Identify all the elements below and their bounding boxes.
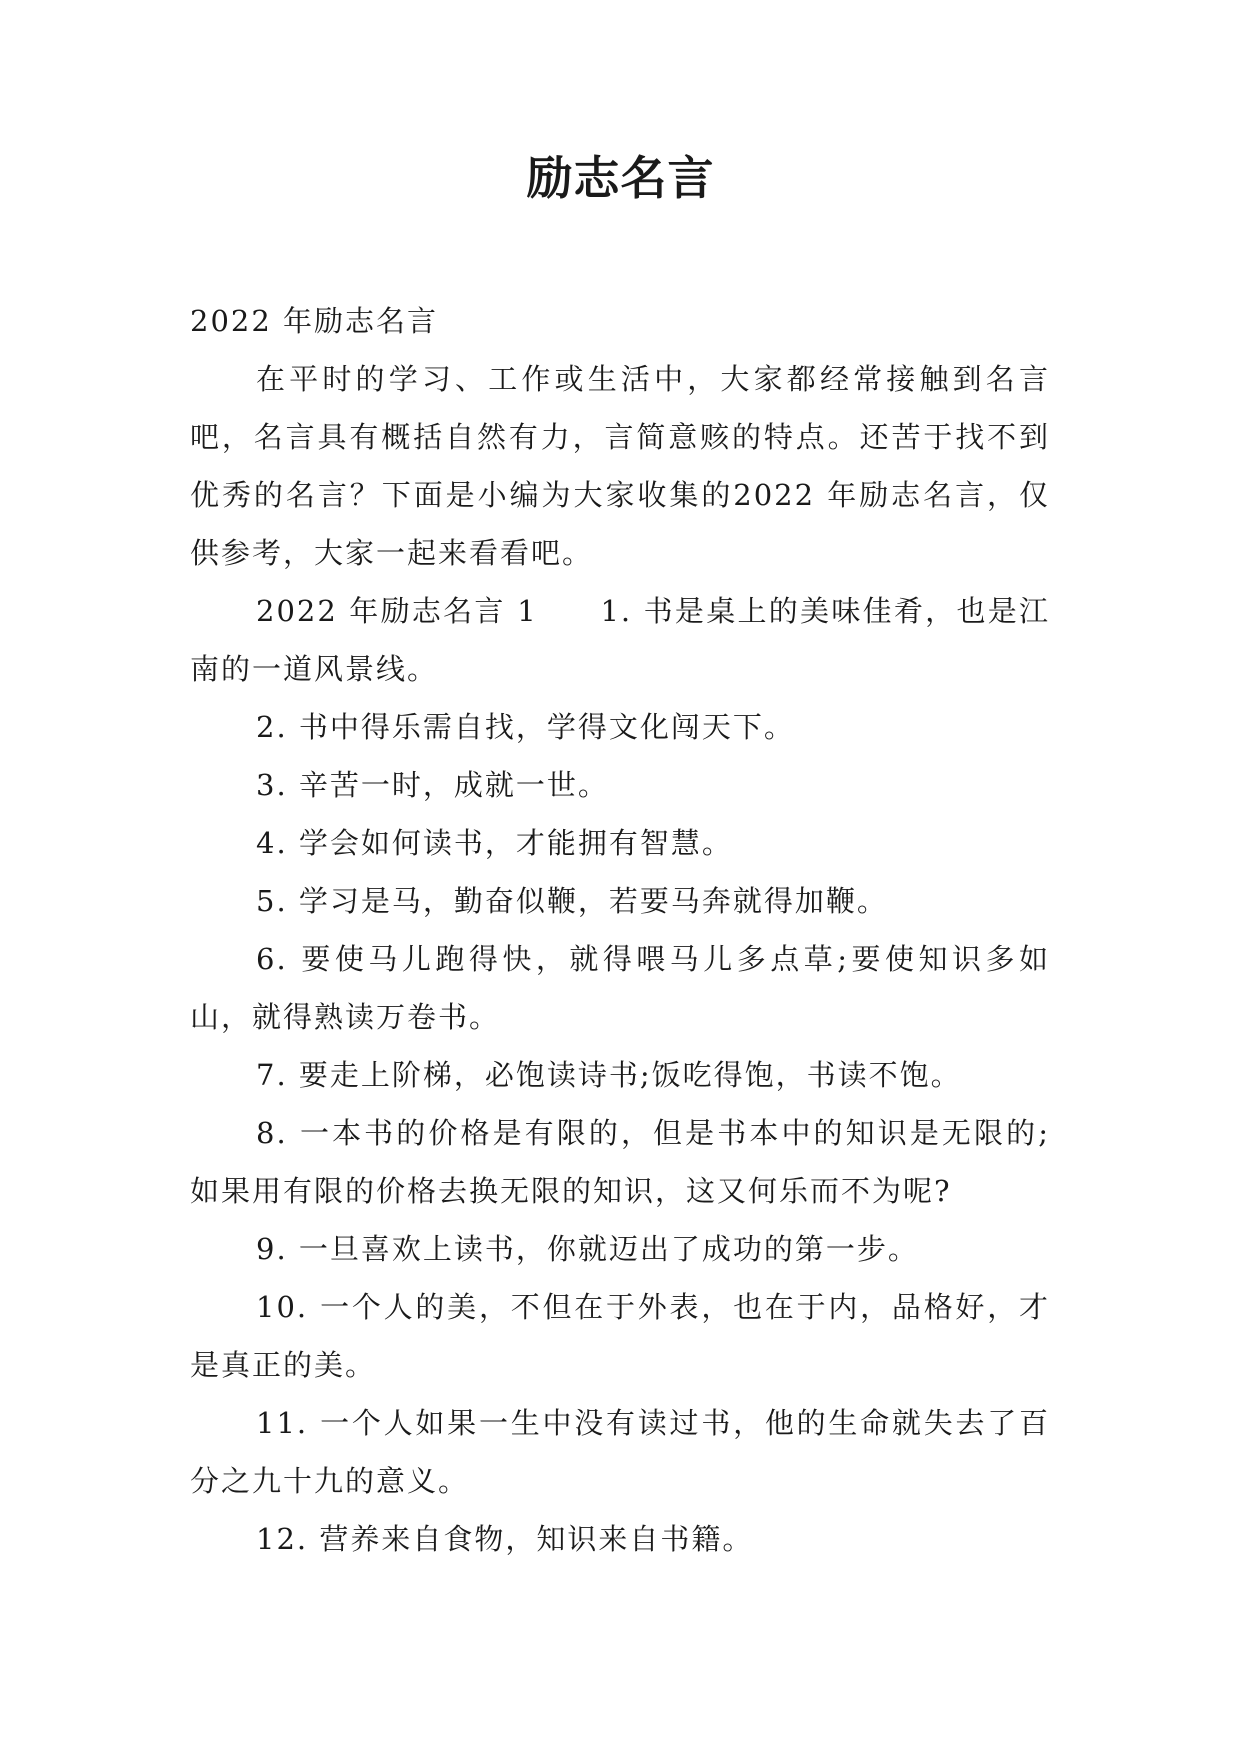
intro-paragraph: 在平时的学习、工作或生活中，大家都经常接触到名言吧，名言具有概括自然有力，言简意赅的特点。还苦于找不到优秀的名言？下面是小编为大家收集的2022 年励志名言，仅供参考，大家一起来看看吧。 <box>190 362 1050 570</box>
document-title: 励志名言 <box>526 151 715 205</box>
quote-paragraph: 4. 学会如何读书，才能拥有智慧。 <box>256 826 733 860</box>
quote-paragraph: 7. 要走上阶梯，必饱读诗书;饭吃得饱，书读不饱。 <box>256 1058 962 1092</box>
quote-paragraph: 3. 辛苦一时，成就一世。 <box>256 768 609 802</box>
quote-paragraph: 2022 年励志名言 1 1. 书是桌上的美味佳肴，也是江南的一道风景线。 <box>190 594 1050 686</box>
quote-paragraph: 5. 学习是马，勤奋似鞭，若要马奔就得加鞭。 <box>256 884 888 918</box>
document-body <box>190 292 1050 1568</box>
quote-paragraph: 11. 一个人如果一生中没有读过书，他的生命就失去了百分之九十九的意义。 <box>190 1406 1050 1498</box>
quote-paragraph: 10. 一个人的美，不但在于外表，也在于内，品格好，才是真正的美。 <box>190 1290 1050 1382</box>
quote-paragraph: 6. 要使马儿跑得快，就得喂马儿多点草;要使知识多如山，就得熟读万卷书。 <box>190 942 1050 1034</box>
quote-paragraph: 2. 书中得乐需自找，学得文化闯天下。 <box>256 710 795 744</box>
quote-paragraph: 8. 一本书的价格是有限的，但是书本中的知识是无限的;如果用有限的价格去换无限的知识，这又何乐而不为呢? <box>190 1116 1050 1208</box>
quote-paragraph: 9. 一旦喜欢上读书，你就迈出了成功的第一步。 <box>256 1232 919 1266</box>
quote-paragraph: 12. 营养来自食物，知识来自书籍。 <box>256 1522 754 1556</box>
subtitle: 2022 年励志名言 <box>190 304 439 338</box>
